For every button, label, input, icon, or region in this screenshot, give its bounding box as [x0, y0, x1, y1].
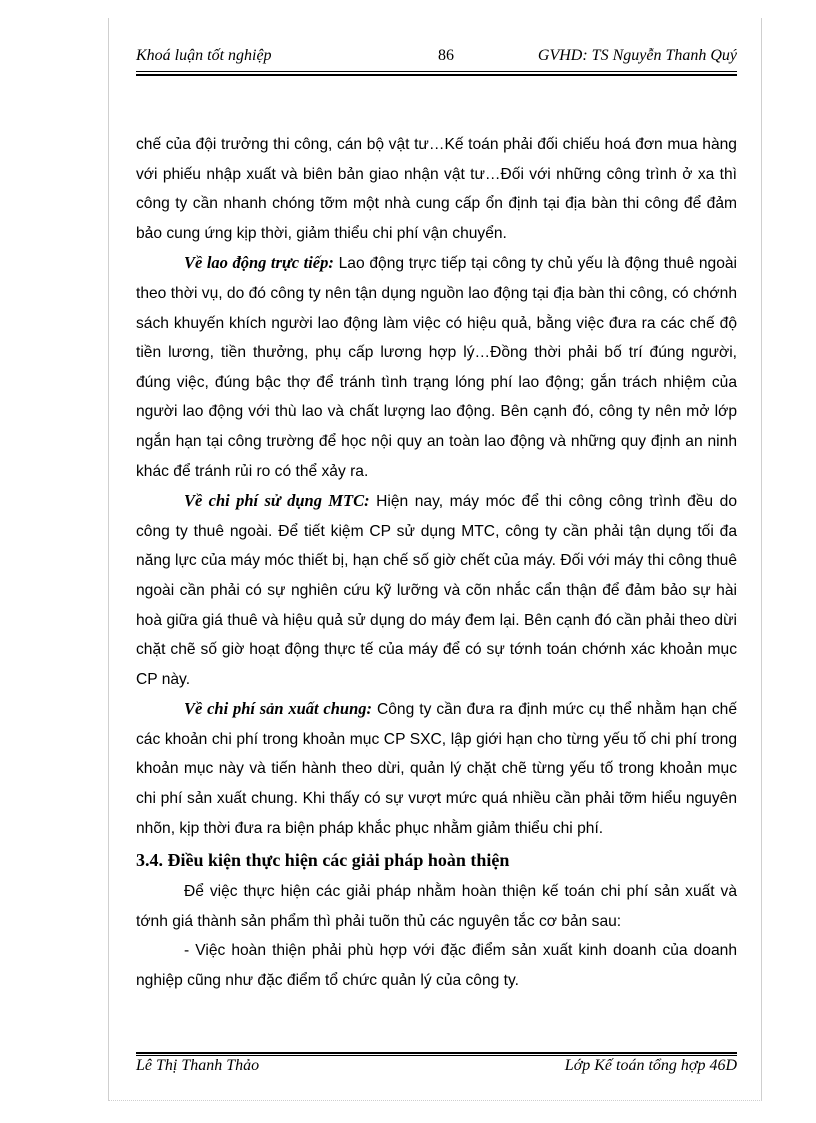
- label-overhead-cost: Về chi phí sản xuất chung:: [184, 699, 372, 719]
- header-supervisor: GVHD: TS Nguyễn Thanh Quý: [537, 47, 737, 64]
- footer-class: Lớp Kế toán tổng hợp 46D: [564, 1057, 737, 1074]
- page-header: [136, 47, 737, 71]
- section-heading: 3.4. Điều kiện thực hiện các giải pháp hoàn thiện: [136, 850, 510, 871]
- label-machine-cost: Về chi phí sử dụng MTC:: [184, 491, 370, 511]
- page-number: 86: [438, 47, 454, 64]
- footer-rule: [136, 1052, 737, 1056]
- text-direct-labor: Lao động trực tiếp tại công ty chủ yếu là động thuê ngoài theo thời vụ, do đó công ty nên tận dụng nguồn lao động tại địa bàn thi công, có chớnh sách khuyến khích người lao động làm việc có hiệu quả, bằng việc đưa ra các chế độ tiền lương, tiền thưởng, phụ cấp lương hợp lý…Đồng thời phải bố trí đúng người, đúng việc, đúng bậc thợ để tránh tình trạng lóng phí lao động; gắn trách nhiệm của người lao động với thù lao và chất lượng lao động. Bên cạnh đó, công ty nên mở lớp ngắn hạn tại công trường để học nội quy an toàn lao động và những quy định an ninh khác để tránh rủi ro có thể xảy ra.: [136, 255, 738, 480]
- paragraph-principles-intro: Để việc thực hiện các giải pháp nhằm hoàn thiện kế toán chi phí sản xuất và tớnh giá thành sản phẩm thì phải tuõn thủ các nguyên tắc cơ bản sau:: [136, 883, 737, 930]
- header-thesis-title: Khoá luận tốt nghiệp: [136, 47, 272, 64]
- paragraph-direct-labor: [136, 248, 737, 486]
- paragraph-overhead-cost: [136, 694, 737, 843]
- document-body: [136, 130, 737, 996]
- text-machine-cost: Hiện nay, máy móc để thi công công trình đều do công ty thuê ngoài. Để tiết kiệm CP sử dụng MTC, công ty cần phải tận dụng tối đa năng lực của máy móc thiết bị, hạn chế số giờ chết của máy. Đối với máy thi công thuê ngoài cần phải có sự nghiên cứu kỹ lưỡng và cõn nhắc cẩn thận để đảm bảo sự hài hoà giữa giá thuê và hiệu quả sử dụng do máy đem lại. Bên cạnh đó cần phải theo dừi chặt chẽ số giờ hoạt động thực tế của máy để có sự tớnh toán chớnh xác khoản mục CP này.: [136, 493, 737, 688]
- paragraph-materials-continued: chế của đội trưởng thi công, cán bộ vật tư…Kế toán phải đối chiếu hoá đơn mua hàng với phiếu nhập xuất và biên bản giao nhận vật tư…Đối với những công trình ở xa thì công ty cần nhanh chóng tỡm một nhà cung cấp ổn định tại địa bàn thi công để đảm bảo cung ứng kịp thời, giảm thiểu chi phí vận chuyển.: [136, 136, 737, 242]
- paragraph-principle-1: - Việc hoàn thiện phải phù hợp với đặc điểm sản xuất kinh doanh của doanh nghiệp cũng như đặc điểm tổ chức quản lý của công ty.: [136, 942, 737, 990]
- paragraph-machine-cost: [136, 486, 737, 694]
- header-rule: [136, 71, 737, 76]
- text-overhead-cost: Công ty cần đưa ra định mức cụ thể nhằm hạn chế các khoản chi phí trong khoản mục CP SXC, lập giới hạn cho từng yếu tố chi phí trong khoản mục này và tiến hành theo dừi, quản lý chặt chẽ từng yếu tố trong khoản mục chi phí sản xuất chung. Khi thấy có sự vượt mức quá nhiều cần phải tỡm hiểu nguyên nhõn, kịp thời đưa ra biện pháp khắc phục nhằm giảm thiểu chi phí.: [136, 701, 737, 837]
- footer-author: Lê Thị Thanh Thảo: [136, 1057, 260, 1074]
- label-direct-labor: Về lao động trực tiếp:: [184, 253, 334, 273]
